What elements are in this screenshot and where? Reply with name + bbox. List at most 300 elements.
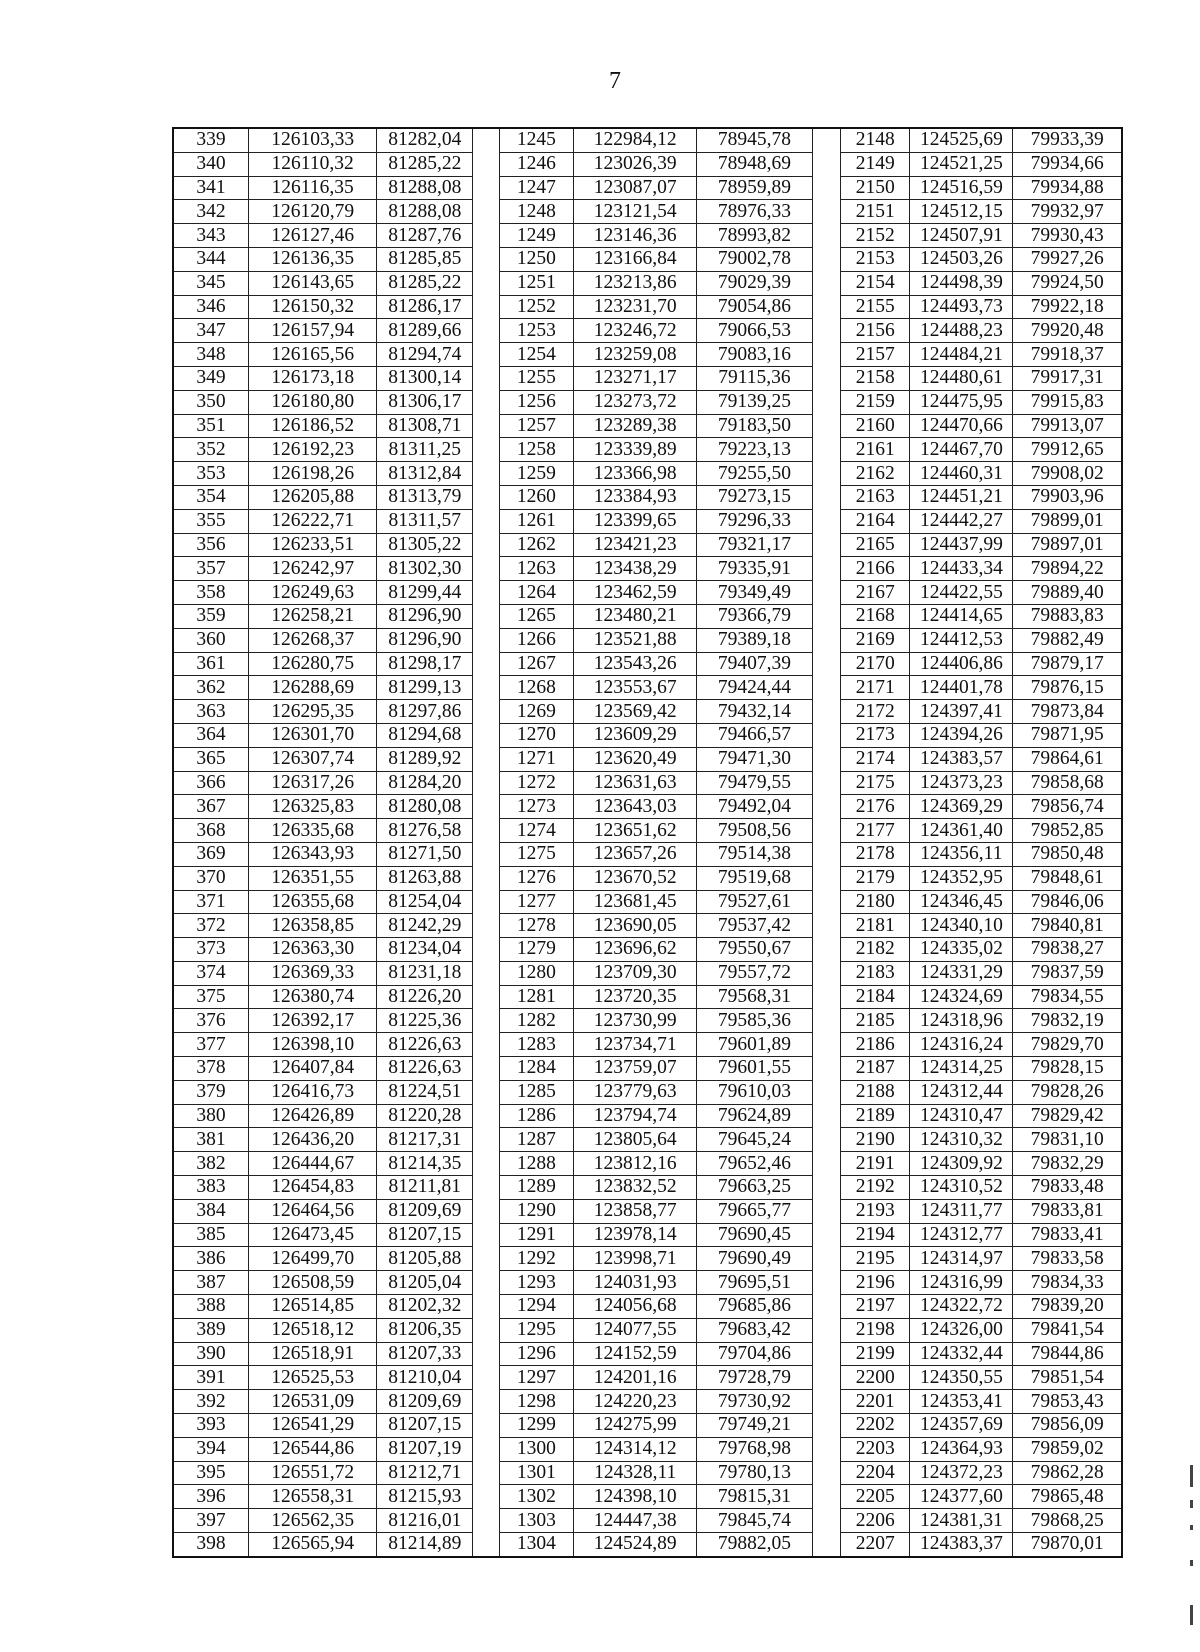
point-number-cell: 1276 [499, 866, 573, 890]
y-coordinate-cell: 79840,81 [1013, 914, 1122, 938]
y-coordinate-cell: 79585,36 [697, 1009, 812, 1033]
point-number-cell: 363 [173, 700, 248, 724]
x-coordinate-cell: 124353,41 [910, 1390, 1013, 1414]
y-coordinate-cell: 81254,04 [377, 890, 473, 914]
y-coordinate-cell: 79832,19 [1013, 1009, 1122, 1033]
column-gap [473, 628, 500, 652]
point-number-cell: 2159 [841, 390, 910, 414]
column-gap [473, 938, 500, 962]
x-coordinate-cell: 126499,70 [248, 1247, 376, 1271]
x-coordinate-cell: 123421,23 [574, 533, 697, 557]
x-coordinate-cell: 126454,83 [248, 1176, 376, 1200]
point-number-cell: 1301 [499, 1461, 573, 1485]
point-number-cell: 2198 [841, 1318, 910, 1342]
y-coordinate-cell: 79663,25 [697, 1176, 812, 1200]
y-coordinate-cell: 81207,33 [377, 1342, 473, 1366]
x-coordinate-cell: 124316,99 [910, 1271, 1013, 1295]
x-coordinate-cell: 124503,26 [910, 247, 1013, 271]
table-row [173, 1295, 1122, 1319]
edge-mark [1190, 1525, 1193, 1530]
column-gap [812, 414, 841, 438]
point-number-cell: 368 [173, 819, 248, 843]
point-number-cell: 385 [173, 1223, 248, 1247]
point-number-cell: 1281 [499, 985, 573, 1009]
point-number-cell: 1264 [499, 581, 573, 605]
x-coordinate-cell: 123620,49 [574, 747, 697, 771]
y-coordinate-cell: 81216,01 [377, 1509, 473, 1533]
x-coordinate-cell: 124372,23 [910, 1461, 1013, 1485]
point-number-cell: 375 [173, 985, 248, 1009]
point-number-cell: 1247 [499, 176, 573, 200]
y-coordinate-cell: 79066,53 [697, 319, 812, 343]
x-coordinate-cell: 124460,31 [910, 462, 1013, 486]
column-gap [812, 1247, 841, 1271]
point-number-cell: 1302 [499, 1485, 573, 1509]
x-coordinate-cell: 126426,89 [248, 1104, 376, 1128]
x-coordinate-cell: 126127,46 [248, 224, 376, 248]
y-coordinate-cell: 81284,20 [377, 771, 473, 795]
column-gap [812, 462, 841, 486]
point-number-cell: 360 [173, 628, 248, 652]
column-gap [473, 1342, 500, 1366]
point-number-cell: 1299 [499, 1414, 573, 1438]
column-gap [812, 200, 841, 224]
y-coordinate-cell: 81207,15 [377, 1414, 473, 1438]
y-coordinate-cell: 79856,74 [1013, 795, 1122, 819]
x-coordinate-cell: 126335,68 [248, 819, 376, 843]
x-coordinate-cell: 124031,93 [574, 1271, 697, 1295]
y-coordinate-cell: 79833,48 [1013, 1176, 1122, 1200]
point-number-cell: 2149 [841, 152, 910, 176]
point-number-cell: 2190 [841, 1128, 910, 1152]
point-number-cell: 369 [173, 842, 248, 866]
column-gap [812, 438, 841, 462]
x-coordinate-cell: 124310,52 [910, 1176, 1013, 1200]
y-coordinate-cell: 79424,44 [697, 676, 812, 700]
y-coordinate-cell: 79514,38 [697, 842, 812, 866]
y-coordinate-cell: 81209,69 [377, 1199, 473, 1223]
table-row [173, 438, 1122, 462]
x-coordinate-cell: 126165,56 [248, 343, 376, 367]
column-gap [812, 271, 841, 295]
point-number-cell: 1272 [499, 771, 573, 795]
x-coordinate-cell: 124312,77 [910, 1223, 1013, 1247]
table-row [173, 414, 1122, 438]
x-coordinate-cell: 126249,63 [248, 581, 376, 605]
y-coordinate-cell: 81288,08 [377, 200, 473, 224]
y-coordinate-cell: 81294,68 [377, 723, 473, 747]
point-number-cell: 2154 [841, 271, 910, 295]
column-gap [473, 319, 500, 343]
y-coordinate-cell: 81209,69 [377, 1390, 473, 1414]
point-number-cell: 1291 [499, 1223, 573, 1247]
point-number-cell: 1290 [499, 1199, 573, 1223]
y-coordinate-cell: 79858,68 [1013, 771, 1122, 795]
x-coordinate-cell: 124493,73 [910, 295, 1013, 319]
y-coordinate-cell: 81217,31 [377, 1128, 473, 1152]
point-number-cell: 339 [173, 128, 248, 152]
point-number-cell: 1278 [499, 914, 573, 938]
x-coordinate-cell: 126258,21 [248, 604, 376, 628]
column-gap [812, 1437, 841, 1461]
y-coordinate-cell: 79749,21 [697, 1414, 812, 1438]
x-coordinate-cell: 122984,12 [574, 128, 697, 152]
y-coordinate-cell: 79850,48 [1013, 842, 1122, 866]
y-coordinate-cell: 81231,18 [377, 961, 473, 985]
point-number-cell: 1303 [499, 1509, 573, 1533]
x-coordinate-cell: 123289,38 [574, 414, 697, 438]
page-number: 7 [609, 68, 621, 94]
x-coordinate-cell: 123978,14 [574, 1223, 697, 1247]
x-coordinate-cell: 124412,53 [910, 628, 1013, 652]
column-gap [473, 1247, 500, 1271]
x-coordinate-cell: 126514,85 [248, 1295, 376, 1319]
point-number-cell: 2153 [841, 247, 910, 271]
x-coordinate-cell: 124318,96 [910, 1009, 1013, 1033]
table-row [173, 1176, 1122, 1200]
y-coordinate-cell: 81302,30 [377, 557, 473, 581]
x-coordinate-cell: 124311,77 [910, 1199, 1013, 1223]
x-coordinate-cell: 126186,52 [248, 414, 376, 438]
x-coordinate-cell: 124326,00 [910, 1318, 1013, 1342]
table-row [173, 533, 1122, 557]
column-gap [473, 961, 500, 985]
y-coordinate-cell: 79873,84 [1013, 700, 1122, 724]
table-row [173, 676, 1122, 700]
point-number-cell: 2152 [841, 224, 910, 248]
x-coordinate-cell: 124316,24 [910, 1033, 1013, 1057]
x-coordinate-cell: 124437,99 [910, 533, 1013, 557]
column-gap [473, 462, 500, 486]
column-gap [812, 1128, 841, 1152]
x-coordinate-cell: 126136,35 [248, 247, 376, 271]
y-coordinate-cell: 79879,17 [1013, 652, 1122, 676]
x-coordinate-cell: 123858,77 [574, 1199, 697, 1223]
point-number-cell: 340 [173, 152, 248, 176]
point-number-cell: 393 [173, 1414, 248, 1438]
x-coordinate-cell: 124498,39 [910, 271, 1013, 295]
column-gap [473, 581, 500, 605]
x-coordinate-cell: 123690,05 [574, 914, 697, 938]
y-coordinate-cell: 79865,48 [1013, 1485, 1122, 1509]
x-coordinate-cell: 126380,74 [248, 985, 376, 1009]
table-row [173, 890, 1122, 914]
point-number-cell: 1279 [499, 938, 573, 962]
y-coordinate-cell: 79870,01 [1013, 1533, 1122, 1557]
column-gap [812, 1009, 841, 1033]
y-coordinate-cell: 79899,01 [1013, 509, 1122, 533]
point-number-cell: 2194 [841, 1223, 910, 1247]
point-number-cell: 2179 [841, 866, 910, 890]
column-gap [812, 1176, 841, 1200]
x-coordinate-cell: 126205,88 [248, 485, 376, 509]
x-coordinate-cell: 124220,23 [574, 1390, 697, 1414]
point-number-cell: 371 [173, 890, 248, 914]
column-gap [473, 509, 500, 533]
x-coordinate-cell: 126317,26 [248, 771, 376, 795]
y-coordinate-cell: 81296,90 [377, 628, 473, 652]
point-number-cell: 2156 [841, 319, 910, 343]
table-row [173, 1414, 1122, 1438]
point-number-cell: 2199 [841, 1342, 910, 1366]
point-number-cell: 390 [173, 1342, 248, 1366]
x-coordinate-cell: 124357,69 [910, 1414, 1013, 1438]
point-number-cell: 2180 [841, 890, 910, 914]
x-coordinate-cell: 123231,70 [574, 295, 697, 319]
point-number-cell: 387 [173, 1271, 248, 1295]
column-gap [812, 1152, 841, 1176]
point-number-cell: 2178 [841, 842, 910, 866]
point-number-cell: 1255 [499, 366, 573, 390]
y-coordinate-cell: 79839,20 [1013, 1295, 1122, 1319]
column-gap [812, 224, 841, 248]
point-number-cell: 2158 [841, 366, 910, 390]
column-gap [812, 319, 841, 343]
column-gap [812, 366, 841, 390]
point-number-cell: 2151 [841, 200, 910, 224]
point-number-cell: 383 [173, 1176, 248, 1200]
x-coordinate-cell: 124352,95 [910, 866, 1013, 890]
y-coordinate-cell: 79832,29 [1013, 1152, 1122, 1176]
y-coordinate-cell: 79223,13 [697, 438, 812, 462]
point-number-cell: 397 [173, 1509, 248, 1533]
x-coordinate-cell: 123709,30 [574, 961, 697, 985]
y-coordinate-cell: 81288,08 [377, 176, 473, 200]
column-gap [473, 985, 500, 1009]
y-coordinate-cell: 79852,85 [1013, 819, 1122, 843]
table-row [173, 200, 1122, 224]
y-coordinate-cell: 81298,17 [377, 652, 473, 676]
x-coordinate-cell: 124369,29 [910, 795, 1013, 819]
x-coordinate-cell: 126325,83 [248, 795, 376, 819]
x-coordinate-cell: 123657,26 [574, 842, 697, 866]
y-coordinate-cell: 79685,86 [697, 1295, 812, 1319]
y-coordinate-cell: 81287,76 [377, 224, 473, 248]
point-number-cell: 394 [173, 1437, 248, 1461]
x-coordinate-cell: 124373,23 [910, 771, 1013, 795]
point-number-cell: 2202 [841, 1414, 910, 1438]
column-gap [812, 961, 841, 985]
column-gap [473, 1414, 500, 1438]
y-coordinate-cell: 79728,79 [697, 1366, 812, 1390]
point-number-cell: 1246 [499, 152, 573, 176]
column-gap [812, 676, 841, 700]
point-number-cell: 345 [173, 271, 248, 295]
x-coordinate-cell: 124328,11 [574, 1461, 697, 1485]
x-coordinate-cell: 123832,52 [574, 1176, 697, 1200]
y-coordinate-cell: 81226,63 [377, 1033, 473, 1057]
y-coordinate-cell: 79829,42 [1013, 1104, 1122, 1128]
point-number-cell: 352 [173, 438, 248, 462]
y-coordinate-cell: 81305,22 [377, 533, 473, 557]
y-coordinate-cell: 81312,84 [377, 462, 473, 486]
point-number-cell: 1273 [499, 795, 573, 819]
x-coordinate-cell: 124451,21 [910, 485, 1013, 509]
point-number-cell: 379 [173, 1080, 248, 1104]
point-number-cell: 346 [173, 295, 248, 319]
point-number-cell: 2206 [841, 1509, 910, 1533]
x-coordinate-cell: 126198,26 [248, 462, 376, 486]
point-number-cell: 2176 [841, 795, 910, 819]
y-coordinate-cell: 79851,54 [1013, 1366, 1122, 1390]
point-number-cell: 1300 [499, 1437, 573, 1461]
column-gap [473, 1271, 500, 1295]
point-number-cell: 364 [173, 723, 248, 747]
point-number-cell: 2172 [841, 700, 910, 724]
coordinates-table [172, 127, 1123, 1558]
x-coordinate-cell: 126473,45 [248, 1223, 376, 1247]
column-gap [473, 1509, 500, 1533]
x-coordinate-cell: 123543,26 [574, 652, 697, 676]
point-number-cell: 355 [173, 509, 248, 533]
y-coordinate-cell: 79845,74 [697, 1509, 812, 1533]
table-row [173, 1104, 1122, 1128]
point-number-cell: 1260 [499, 485, 573, 509]
x-coordinate-cell: 124512,15 [910, 200, 1013, 224]
table-row [173, 914, 1122, 938]
table-row [173, 652, 1122, 676]
point-number-cell: 2185 [841, 1009, 910, 1033]
column-gap [812, 1080, 841, 1104]
x-coordinate-cell: 123553,67 [574, 676, 697, 700]
point-number-cell: 2195 [841, 1247, 910, 1271]
y-coordinate-cell: 79537,42 [697, 914, 812, 938]
y-coordinate-cell: 81294,74 [377, 343, 473, 367]
y-coordinate-cell: 79889,40 [1013, 581, 1122, 605]
point-number-cell: 2193 [841, 1199, 910, 1223]
y-coordinate-cell: 81206,35 [377, 1318, 473, 1342]
y-coordinate-cell: 79844,86 [1013, 1342, 1122, 1366]
table-row [173, 581, 1122, 605]
column-gap [473, 176, 500, 200]
x-coordinate-cell: 123213,86 [574, 271, 697, 295]
y-coordinate-cell: 79897,01 [1013, 533, 1122, 557]
y-coordinate-cell: 81299,13 [377, 676, 473, 700]
y-coordinate-cell: 81225,36 [377, 1009, 473, 1033]
table-row [173, 1009, 1122, 1033]
column-gap [812, 890, 841, 914]
y-coordinate-cell: 79932,97 [1013, 200, 1122, 224]
point-number-cell: 1292 [499, 1247, 573, 1271]
point-number-cell: 391 [173, 1366, 248, 1390]
point-number-cell: 2167 [841, 581, 910, 605]
y-coordinate-cell: 79833,58 [1013, 1247, 1122, 1271]
point-number-cell: 388 [173, 1295, 248, 1319]
x-coordinate-cell: 123651,62 [574, 819, 697, 843]
column-gap [473, 414, 500, 438]
point-number-cell: 398 [173, 1533, 248, 1557]
y-coordinate-cell: 79915,83 [1013, 390, 1122, 414]
y-coordinate-cell: 81299,44 [377, 581, 473, 605]
column-gap [812, 723, 841, 747]
x-coordinate-cell: 124383,37 [910, 1533, 1013, 1557]
column-gap [473, 224, 500, 248]
column-gap [812, 1271, 841, 1295]
x-coordinate-cell: 123026,39 [574, 152, 697, 176]
point-number-cell: 2177 [841, 819, 910, 843]
y-coordinate-cell: 79934,88 [1013, 176, 1122, 200]
y-coordinate-cell: 79868,25 [1013, 1509, 1122, 1533]
table-row [173, 485, 1122, 509]
y-coordinate-cell: 81202,32 [377, 1295, 473, 1319]
x-coordinate-cell: 126358,85 [248, 914, 376, 938]
point-number-cell: 2181 [841, 914, 910, 938]
column-gap [812, 1057, 841, 1081]
x-coordinate-cell: 126562,35 [248, 1509, 376, 1533]
point-number-cell: 395 [173, 1461, 248, 1485]
table-row [173, 1223, 1122, 1247]
point-number-cell: 2160 [841, 414, 910, 438]
table-row [173, 509, 1122, 533]
point-number-cell: 1287 [499, 1128, 573, 1152]
table-row [173, 1057, 1122, 1081]
point-number-cell: 1298 [499, 1390, 573, 1414]
edge-mark [1190, 1560, 1193, 1566]
x-coordinate-cell: 126444,67 [248, 1152, 376, 1176]
y-coordinate-cell: 79695,51 [697, 1271, 812, 1295]
column-gap [473, 1461, 500, 1485]
x-coordinate-cell: 126222,71 [248, 509, 376, 533]
table-row [173, 247, 1122, 271]
x-coordinate-cell: 124350,55 [910, 1366, 1013, 1390]
point-number-cell: 2205 [841, 1485, 910, 1509]
y-coordinate-cell: 81214,89 [377, 1533, 473, 1557]
y-coordinate-cell: 81282,04 [377, 128, 473, 152]
column-gap [473, 795, 500, 819]
point-number-cell: 2191 [841, 1152, 910, 1176]
point-number-cell: 2150 [841, 176, 910, 200]
y-coordinate-cell: 81207,15 [377, 1223, 473, 1247]
point-number-cell: 386 [173, 1247, 248, 1271]
x-coordinate-cell: 124077,55 [574, 1318, 697, 1342]
y-coordinate-cell: 79601,55 [697, 1057, 812, 1081]
column-gap [473, 1033, 500, 1057]
column-gap [812, 509, 841, 533]
point-number-cell: 1259 [499, 462, 573, 486]
x-coordinate-cell: 126192,23 [248, 438, 376, 462]
column-gap [812, 533, 841, 557]
x-coordinate-cell: 123730,99 [574, 1009, 697, 1033]
column-gap [473, 1295, 500, 1319]
column-gap [812, 842, 841, 866]
y-coordinate-cell: 79296,33 [697, 509, 812, 533]
y-coordinate-cell: 79833,41 [1013, 1223, 1122, 1247]
column-gap [473, 914, 500, 938]
y-coordinate-cell: 79908,02 [1013, 462, 1122, 486]
column-gap [812, 628, 841, 652]
column-gap [473, 438, 500, 462]
table-row [173, 1485, 1122, 1509]
y-coordinate-cell: 79924,50 [1013, 271, 1122, 295]
point-number-cell: 2173 [841, 723, 910, 747]
y-coordinate-cell: 79273,15 [697, 485, 812, 509]
y-coordinate-cell: 79349,49 [697, 581, 812, 605]
x-coordinate-cell: 126288,69 [248, 676, 376, 700]
x-coordinate-cell: 123779,63 [574, 1080, 697, 1104]
column-gap [473, 200, 500, 224]
column-gap [812, 819, 841, 843]
column-gap [473, 1176, 500, 1200]
table-row [173, 1318, 1122, 1342]
column-gap [812, 938, 841, 962]
x-coordinate-cell: 124309,92 [910, 1152, 1013, 1176]
y-coordinate-cell: 81263,88 [377, 866, 473, 890]
y-coordinate-cell: 81276,58 [377, 819, 473, 843]
point-number-cell: 370 [173, 866, 248, 890]
x-coordinate-cell: 124442,27 [910, 509, 1013, 533]
column-gap [473, 1199, 500, 1223]
x-coordinate-cell: 123121,54 [574, 200, 697, 224]
